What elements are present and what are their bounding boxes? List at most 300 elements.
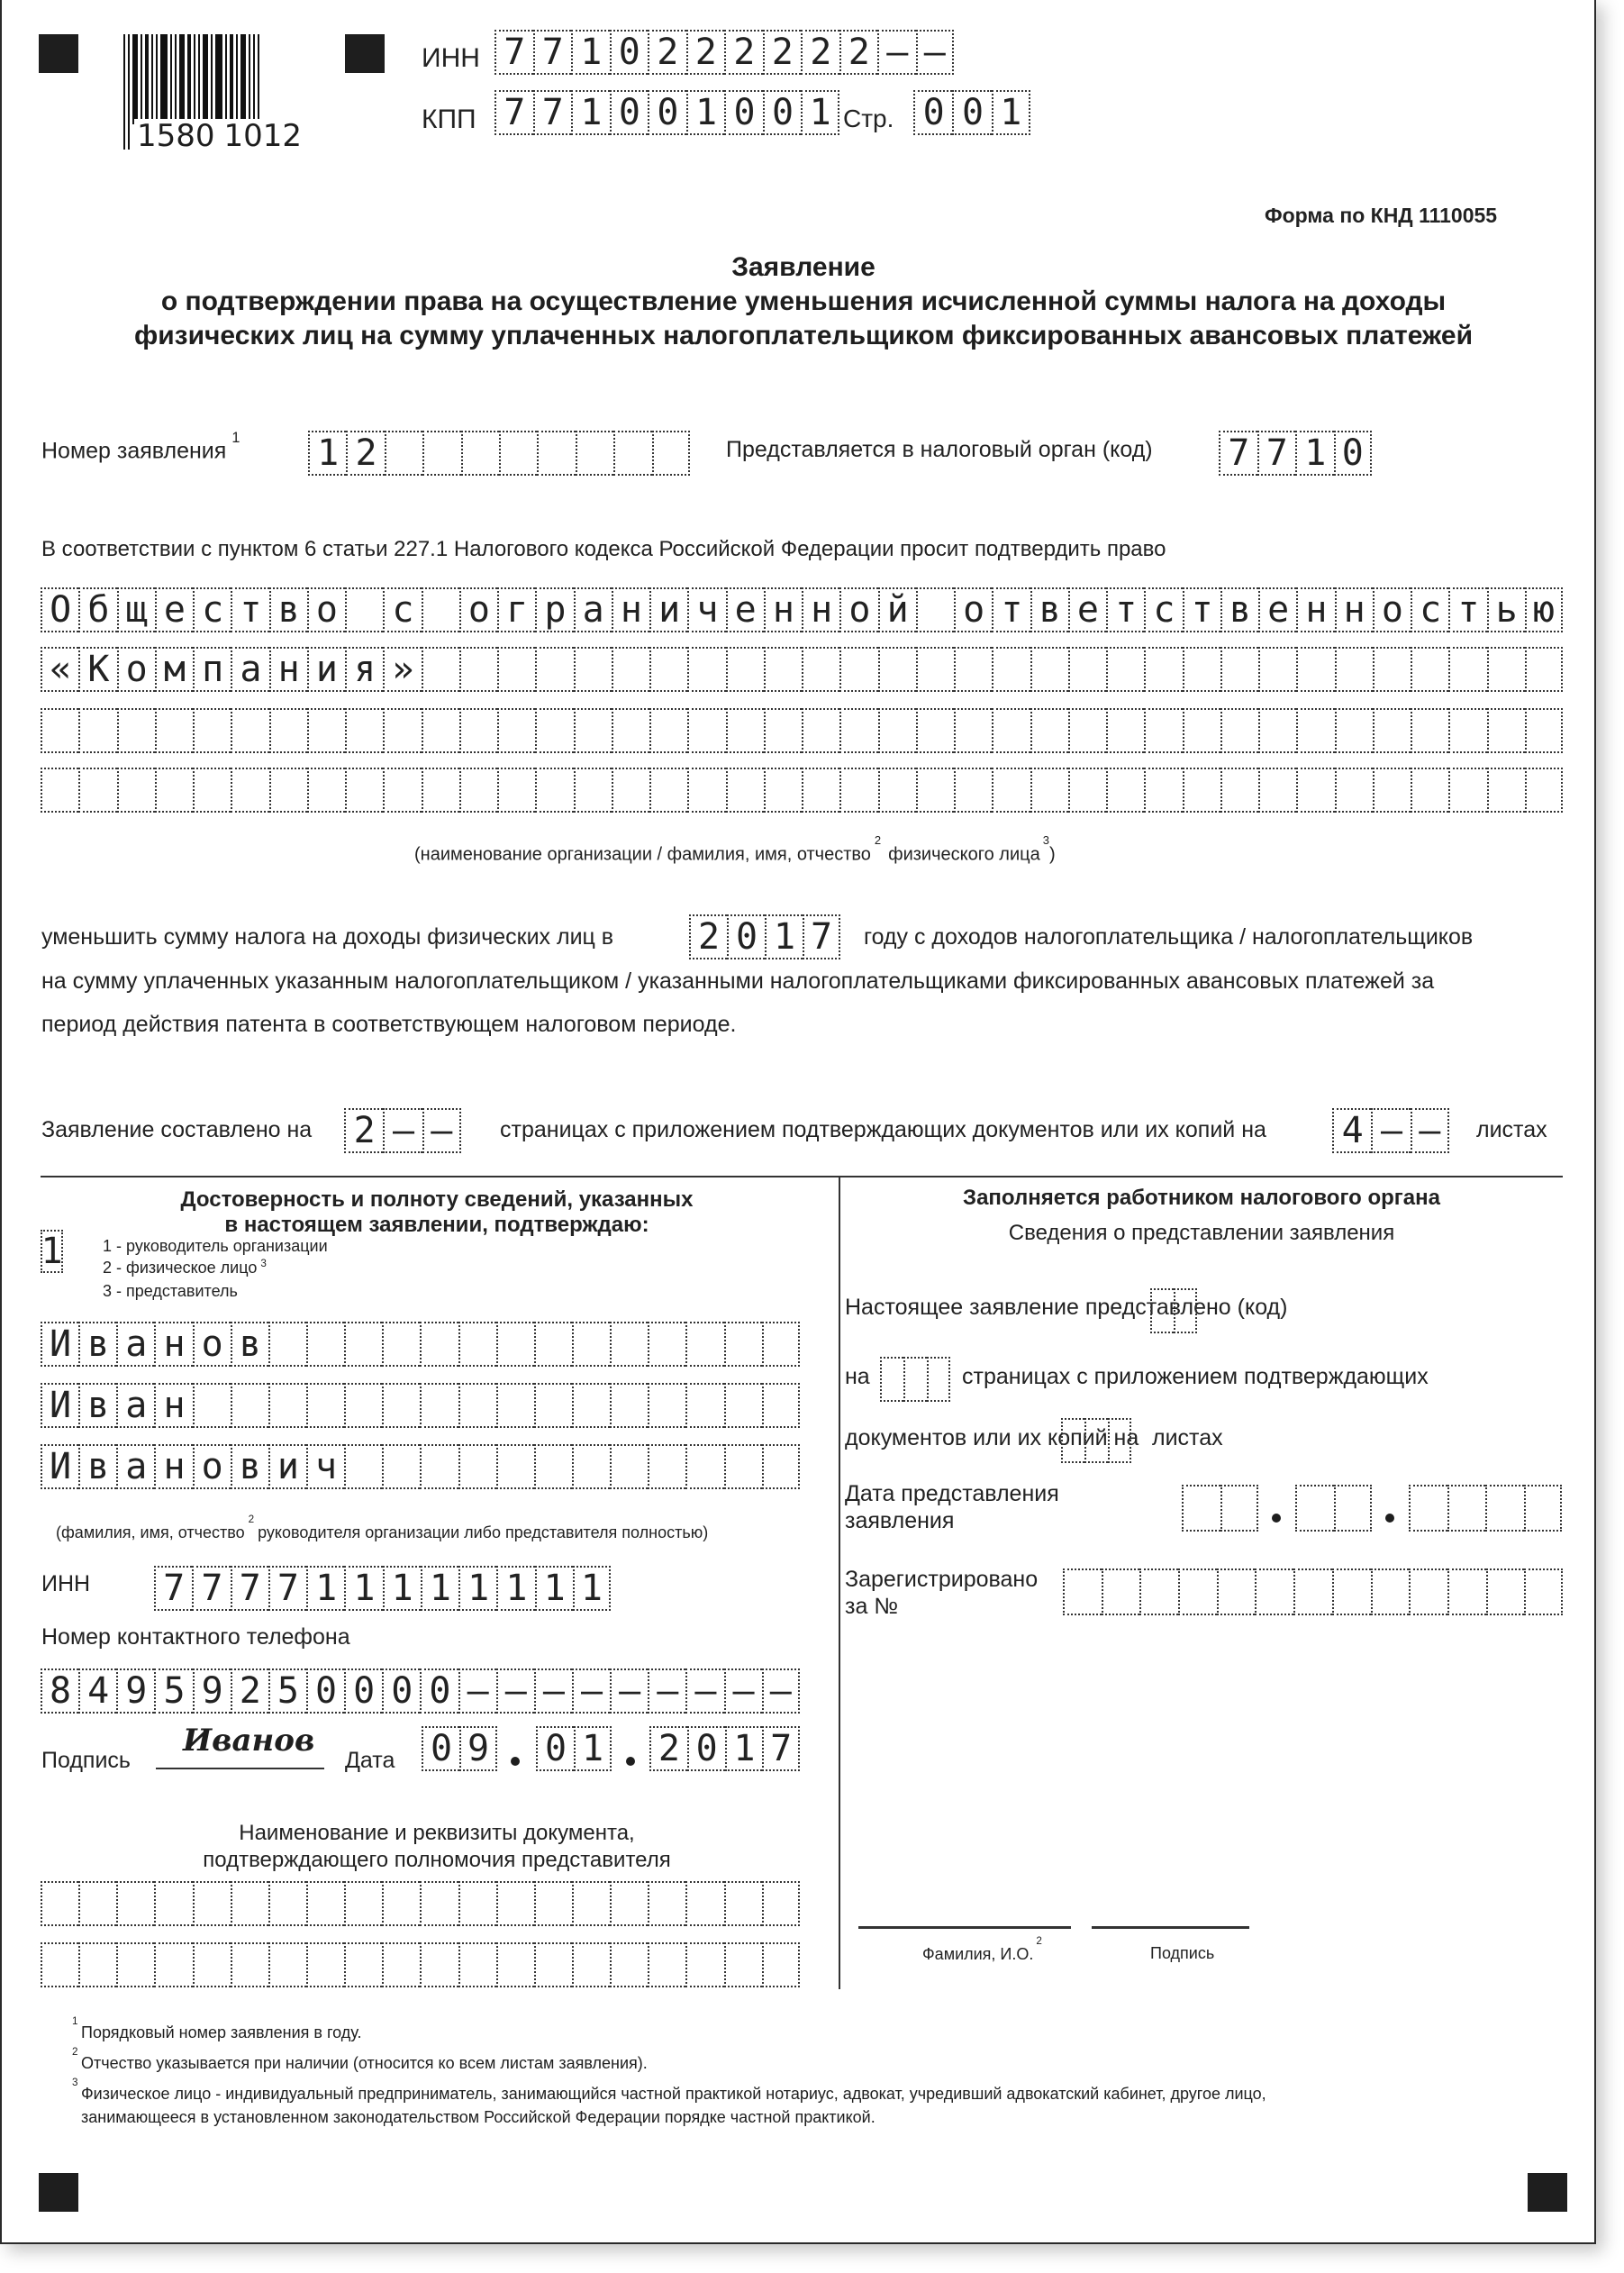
comb-cell bbox=[496, 1322, 534, 1367]
phone-label: Номер контактного телефона bbox=[41, 1624, 350, 1650]
comb-cell: 9 bbox=[193, 1668, 231, 1714]
comb-cell: с bbox=[1144, 587, 1182, 632]
comb-cell bbox=[724, 1942, 762, 1987]
signatory-type-option-2: 2 - физическое лицо $^3$ bbox=[103, 1258, 267, 1277]
comb-cell: с bbox=[1411, 587, 1448, 632]
comb-cell bbox=[231, 1942, 268, 1987]
barcode-bar bbox=[160, 34, 168, 124]
comb-cell bbox=[1525, 768, 1563, 813]
submission-date-year[interactable] bbox=[1409, 1485, 1562, 1532]
comb-cell bbox=[193, 1881, 231, 1926]
comb-cell: 1 bbox=[574, 1726, 612, 1771]
date-day-field[interactable] bbox=[422, 1726, 497, 1771]
comb-cell bbox=[927, 1357, 950, 1402]
comb-cell bbox=[41, 1942, 78, 1987]
comb-cell: и bbox=[268, 1444, 306, 1489]
comb-cell bbox=[1144, 768, 1182, 813]
barcode-bar bbox=[198, 34, 200, 124]
comb-cell bbox=[802, 708, 839, 753]
tax-office-pages-field[interactable] bbox=[880, 1357, 950, 1402]
signatory-inn-field[interactable] bbox=[154, 1566, 611, 1611]
comb-cell bbox=[344, 1322, 382, 1367]
comb-cell bbox=[954, 768, 992, 813]
header-inn-field[interactable] bbox=[494, 30, 954, 75]
tax-officer-name-line bbox=[858, 1926, 1071, 1929]
comb-cell bbox=[1182, 1485, 1220, 1532]
comb-cell bbox=[41, 768, 78, 813]
comb-cell: 7 bbox=[231, 1566, 268, 1611]
comb-cell bbox=[1296, 768, 1334, 813]
comb-cell bbox=[648, 1383, 685, 1428]
tax-officer-name-caption: Фамилия, И.О.$^2$ bbox=[922, 1935, 1042, 1963]
comb-cell bbox=[117, 768, 155, 813]
submission-date-sep-1 bbox=[1272, 1514, 1281, 1523]
header-page-label: Стр. bbox=[843, 105, 894, 132]
comb-cell bbox=[78, 768, 116, 813]
comb-cell bbox=[535, 708, 573, 753]
comb-cell bbox=[496, 1881, 534, 1926]
footnote-3: 3 Физическое лицо - индивидуальный предприниматель, занимающийся частной практикой нотариус, адвокат, учредивший адвокатский кабинет, другое лицо, занимающееся в установленном законодательством Российской Федерации порядке частной практикой. bbox=[72, 2077, 1266, 2126]
comb-cell: – bbox=[916, 30, 955, 75]
docs-label: документов или их копий на bbox=[845, 1425, 1139, 1450]
section-divider-vertical bbox=[839, 1176, 840, 1989]
attachments-label: страницах с приложением подтверждающих документов или их копий на bbox=[500, 1117, 1266, 1142]
comb-cell bbox=[268, 1942, 306, 1987]
reduce-text-line3: период действия патента в соответствующем налоговом периоде. bbox=[41, 1012, 737, 1037]
comb-cell bbox=[572, 1881, 610, 1926]
comb-cell bbox=[762, 1881, 800, 1926]
comb-cell bbox=[572, 1322, 610, 1367]
comb-cell bbox=[155, 708, 193, 753]
comb-cell bbox=[1332, 1568, 1371, 1615]
comb-cell bbox=[1220, 708, 1258, 753]
comb-cell bbox=[422, 647, 459, 692]
comb-cell: 1 bbox=[992, 90, 1030, 135]
comb-cell bbox=[458, 1942, 496, 1987]
comb-cell bbox=[41, 1881, 78, 1926]
comb-cell: 1 bbox=[725, 1726, 763, 1771]
comb-cell: е bbox=[1258, 587, 1296, 632]
comb-cell bbox=[764, 647, 802, 692]
org-name-row-2[interactable] bbox=[41, 647, 1563, 692]
comb-cell: 4 bbox=[1332, 1108, 1371, 1153]
header-kpp-field[interactable] bbox=[494, 90, 839, 135]
barcode-bar bbox=[211, 34, 213, 124]
signatory-first-name-field[interactable] bbox=[41, 1383, 800, 1428]
request-intro: В соответствии с пунктом 6 статьи 227.1 Налогового кодекса Российской Федерации просит подтвердить право bbox=[41, 537, 1166, 561]
rep-doc-row-2[interactable] bbox=[41, 1942, 800, 1987]
comb-cell bbox=[306, 1942, 344, 1987]
comb-cell bbox=[1411, 708, 1448, 753]
comb-cell: 0 bbox=[422, 1726, 459, 1771]
comb-cell: е bbox=[1068, 587, 1106, 632]
comb-cell: 1 bbox=[421, 1566, 458, 1611]
rep-doc-row-1[interactable] bbox=[41, 1881, 800, 1926]
comb-cell bbox=[648, 1881, 685, 1926]
comb-cell: ч bbox=[306, 1444, 344, 1489]
comb-cell: 2 bbox=[801, 30, 839, 75]
comb-cell: 7 bbox=[762, 1726, 800, 1771]
phone-field[interactable] bbox=[41, 1668, 800, 1714]
signatory-surname-field[interactable] bbox=[41, 1322, 800, 1367]
comb-cell bbox=[1144, 647, 1182, 692]
comb-cell bbox=[1296, 708, 1334, 753]
comb-cell bbox=[422, 708, 459, 753]
comb-cell: и bbox=[649, 587, 687, 632]
comb-cell bbox=[878, 647, 916, 692]
barcode-bar bbox=[151, 34, 153, 124]
comb-cell: И bbox=[41, 1383, 78, 1428]
comb-cell bbox=[762, 1383, 800, 1428]
comb-cell bbox=[382, 1942, 420, 1987]
comb-cell: 1 bbox=[571, 90, 610, 135]
comb-cell: е bbox=[726, 587, 764, 632]
comb-cell bbox=[1106, 708, 1144, 753]
barcode bbox=[123, 34, 304, 154]
comb-cell bbox=[839, 708, 877, 753]
comb-cell bbox=[685, 1444, 723, 1489]
comb-cell bbox=[422, 431, 460, 476]
comb-cell bbox=[1063, 1568, 1102, 1615]
comb-cell bbox=[535, 768, 573, 813]
comb-cell: 7 bbox=[268, 1566, 306, 1611]
comb-cell bbox=[648, 1942, 685, 1987]
comb-cell bbox=[649, 768, 687, 813]
comb-cell: — bbox=[1371, 1108, 1410, 1153]
comb-cell bbox=[78, 1881, 116, 1926]
section-divider-horizontal bbox=[41, 1176, 1563, 1177]
comb-cell bbox=[916, 768, 954, 813]
comb-cell: а bbox=[116, 1444, 154, 1489]
tax-office-sheets-label: листах bbox=[1152, 1425, 1223, 1450]
footnote-1: 1 Порядковый номер заявления в году. bbox=[72, 2015, 362, 2041]
comb-cell bbox=[345, 587, 383, 632]
comb-cell: 0 bbox=[1334, 431, 1373, 476]
submission-date-month[interactable] bbox=[1295, 1485, 1372, 1532]
barcode-bar bbox=[236, 34, 238, 124]
comb-cell: е bbox=[155, 587, 193, 632]
comb-cell bbox=[154, 1881, 192, 1926]
application-number-field[interactable] bbox=[308, 431, 690, 476]
comb-cell bbox=[724, 1383, 762, 1428]
comb-cell bbox=[1106, 647, 1144, 692]
registration-number-field[interactable] bbox=[1063, 1568, 1563, 1615]
comb-cell: 2 bbox=[231, 1668, 268, 1714]
comb-cell: о bbox=[193, 1322, 231, 1367]
comb-cell bbox=[1084, 1418, 1108, 1463]
comb-cell bbox=[534, 1383, 572, 1428]
comb-cell: 1 bbox=[308, 431, 346, 476]
comb-cell: н bbox=[802, 587, 839, 632]
comb-cell bbox=[231, 768, 268, 813]
comb-cell bbox=[231, 1383, 268, 1428]
comb-cell bbox=[383, 708, 421, 753]
header-inn-label: ИНН bbox=[422, 43, 480, 73]
comb-cell bbox=[383, 768, 421, 813]
comb-cell bbox=[1258, 647, 1296, 692]
comb-cell bbox=[992, 768, 1030, 813]
comb-cell bbox=[459, 768, 497, 813]
comb-cell: т bbox=[1183, 587, 1220, 632]
comb-cell bbox=[537, 431, 575, 476]
comb-cell bbox=[612, 647, 649, 692]
comb-cell bbox=[574, 768, 612, 813]
comb-cell: в bbox=[231, 1444, 268, 1489]
comb-cell bbox=[610, 1322, 648, 1367]
pages-count-field[interactable] bbox=[344, 1108, 461, 1153]
comb-cell: н bbox=[764, 587, 802, 632]
tax-authority-code-field[interactable] bbox=[1219, 431, 1372, 476]
comb-cell bbox=[385, 431, 422, 476]
comb-cell bbox=[1068, 768, 1106, 813]
comb-cell: о bbox=[954, 587, 992, 632]
comb-cell bbox=[420, 1322, 458, 1367]
comb-cell bbox=[1178, 1568, 1217, 1615]
comb-cell bbox=[193, 768, 231, 813]
comb-cell: о bbox=[459, 587, 497, 632]
barcode-bar bbox=[156, 34, 158, 124]
comb-cell bbox=[231, 1881, 268, 1926]
comb-cell: И bbox=[41, 1322, 78, 1367]
submission-date-label: Дата представления заявления bbox=[845, 1481, 1059, 1533]
comb-cell bbox=[117, 708, 155, 753]
comb-cell: г bbox=[497, 587, 535, 632]
comb-cell bbox=[459, 647, 497, 692]
comb-cell: 9 bbox=[116, 1668, 154, 1714]
comb-cell bbox=[610, 1444, 648, 1489]
comb-cell bbox=[649, 708, 687, 753]
comb-cell: 1 bbox=[383, 1566, 421, 1611]
comb-cell: 1 bbox=[765, 914, 803, 959]
header-kpp-label: КПП bbox=[422, 105, 476, 134]
comb-cell bbox=[685, 1881, 723, 1926]
sheets-label: листах bbox=[1476, 1117, 1547, 1142]
comb-cell bbox=[649, 647, 687, 692]
comb-cell: 7 bbox=[494, 30, 533, 75]
signatory-patronymic-field[interactable] bbox=[41, 1444, 800, 1489]
signature-value: Иванов bbox=[183, 1723, 315, 1759]
comb-cell bbox=[344, 1881, 382, 1926]
comb-cell bbox=[78, 1942, 116, 1987]
date-label: Дата bbox=[345, 1748, 395, 1773]
comb-cell bbox=[610, 1942, 648, 1987]
comb-cell: 1 bbox=[535, 1566, 573, 1611]
comb-cell: н bbox=[612, 587, 649, 632]
comb-cell bbox=[878, 708, 916, 753]
header-page-field[interactable] bbox=[913, 90, 1030, 135]
comb-cell bbox=[231, 708, 268, 753]
comb-cell bbox=[724, 1322, 762, 1367]
comb-cell: я bbox=[345, 647, 383, 692]
comb-cell: а bbox=[116, 1322, 154, 1367]
comb-cell bbox=[422, 587, 459, 632]
tax-office-subheading: Сведения о представлении заявления bbox=[1008, 1221, 1395, 1245]
barcode-bar bbox=[132, 34, 138, 124]
comb-cell bbox=[1068, 708, 1106, 753]
comb-cell: 1 bbox=[41, 1231, 63, 1272]
comb-cell bbox=[1487, 768, 1525, 813]
registration-marker-bottom-left bbox=[39, 2173, 78, 2212]
comb-cell: — bbox=[685, 1668, 723, 1714]
title-line-1: Заявление bbox=[731, 252, 876, 282]
comb-cell bbox=[345, 768, 383, 813]
comb-cell: а bbox=[116, 1383, 154, 1428]
org-name-row-4[interactable] bbox=[41, 768, 1563, 813]
comb-cell: 5 bbox=[268, 1668, 306, 1714]
comb-cell: 2 bbox=[686, 30, 725, 75]
comb-cell bbox=[1335, 708, 1373, 753]
comb-cell: р bbox=[535, 587, 573, 632]
comb-cell bbox=[802, 647, 839, 692]
comb-cell bbox=[916, 708, 954, 753]
comb-cell: И bbox=[41, 1444, 78, 1489]
signatory-type-option-3: 3 - представитель bbox=[103, 1282, 238, 1300]
comb-cell bbox=[155, 768, 193, 813]
barcode-bar bbox=[175, 34, 177, 124]
registration-marker-top-left bbox=[39, 34, 78, 73]
date-year-field[interactable] bbox=[649, 1726, 800, 1771]
barcode-number-left: 1580 bbox=[137, 118, 215, 154]
comb-cell bbox=[307, 708, 345, 753]
submitted-code-field[interactable] bbox=[1150, 1288, 1197, 1333]
comb-cell: 0 bbox=[610, 90, 649, 135]
comb-cell bbox=[306, 1383, 344, 1428]
comb-cell: 1 bbox=[801, 90, 839, 135]
comb-cell: — bbox=[422, 1108, 461, 1153]
signatory-heading: Достоверность и полноту сведений, указанных в настоящем заявлении, подтверждаю: bbox=[180, 1187, 694, 1237]
comb-cell: 7 bbox=[1257, 431, 1296, 476]
submission-date-day[interactable] bbox=[1182, 1485, 1258, 1532]
comb-cell: н bbox=[1296, 587, 1334, 632]
comb-cell bbox=[726, 708, 764, 753]
comb-cell bbox=[576, 431, 613, 476]
comb-cell: 7 bbox=[533, 90, 572, 135]
comb-cell bbox=[1144, 708, 1182, 753]
comb-cell bbox=[802, 768, 839, 813]
comb-cell: 2 bbox=[839, 30, 878, 75]
comb-cell: 1 bbox=[458, 1566, 496, 1611]
org-name-row-1[interactable] bbox=[41, 587, 1563, 632]
comb-cell bbox=[1217, 1568, 1256, 1615]
comb-cell bbox=[1448, 647, 1486, 692]
comb-cell: б bbox=[78, 587, 116, 632]
signatory-type-field[interactable] bbox=[41, 1230, 63, 1273]
comb-cell bbox=[1525, 708, 1563, 753]
barcode-bar bbox=[141, 34, 142, 124]
comb-cell bbox=[612, 768, 649, 813]
tax-office-sheets-field[interactable] bbox=[1061, 1418, 1131, 1463]
comb-cell bbox=[1183, 768, 1220, 813]
comb-cell bbox=[839, 768, 877, 813]
comb-cell bbox=[839, 647, 877, 692]
comb-cell bbox=[1258, 708, 1296, 753]
comb-cell bbox=[1174, 1288, 1197, 1333]
comb-cell bbox=[382, 1322, 420, 1367]
comb-cell bbox=[1448, 768, 1486, 813]
comb-cell: в bbox=[269, 587, 307, 632]
comb-cell bbox=[1335, 647, 1373, 692]
comb-cell bbox=[1525, 647, 1563, 692]
comb-cell bbox=[726, 768, 764, 813]
signature-field[interactable] bbox=[156, 1723, 324, 1769]
signature-label: Подпись bbox=[41, 1748, 131, 1773]
comb-cell: 0 bbox=[727, 914, 765, 959]
comb-cell bbox=[685, 1322, 723, 1367]
comb-cell bbox=[572, 1383, 610, 1428]
comb-cell bbox=[880, 1357, 903, 1402]
comb-cell: 2 bbox=[344, 1108, 383, 1153]
org-name-row-3[interactable] bbox=[41, 708, 1563, 753]
comb-cell bbox=[685, 1942, 723, 1987]
comb-cell bbox=[954, 708, 992, 753]
barcode-bar bbox=[249, 34, 250, 124]
comb-cell bbox=[534, 1881, 572, 1926]
comb-cell bbox=[497, 647, 535, 692]
barcode-bar bbox=[215, 34, 222, 124]
sheets-count-field[interactable] bbox=[1332, 1108, 1449, 1153]
comb-cell bbox=[535, 647, 573, 692]
comb-cell bbox=[382, 1444, 420, 1489]
comb-cell bbox=[612, 708, 649, 753]
comb-cell bbox=[916, 587, 954, 632]
comb-cell: в bbox=[78, 1444, 116, 1489]
tax-year-field[interactable] bbox=[689, 914, 840, 959]
comb-cell: — bbox=[610, 1668, 648, 1714]
date-month-field[interactable] bbox=[536, 1726, 612, 1771]
comb-cell bbox=[1108, 1418, 1131, 1463]
barcode-bar bbox=[123, 34, 125, 150]
comb-cell bbox=[1486, 1568, 1525, 1615]
application-number-label: Номер заявления$^1$ bbox=[41, 430, 240, 464]
footnotes bbox=[72, 2015, 1266, 2127]
comb-cell: ю bbox=[1525, 587, 1563, 632]
comb-cell bbox=[726, 647, 764, 692]
comb-cell bbox=[762, 1942, 800, 1987]
comb-cell bbox=[459, 708, 497, 753]
tax-office-heading: Заполняется работником налогового органа bbox=[963, 1186, 1440, 1210]
comb-cell: о bbox=[1373, 587, 1411, 632]
comb-cell bbox=[574, 708, 612, 753]
comb-cell bbox=[268, 1383, 306, 1428]
comb-cell: — bbox=[458, 1668, 496, 1714]
comb-cell: 0 bbox=[724, 90, 763, 135]
reduce-text-b: году с доходов налогоплательщика / налогоплательщиков bbox=[864, 924, 1474, 950]
comb-cell bbox=[1334, 1485, 1373, 1532]
comb-cell: 0 bbox=[913, 90, 952, 135]
comb-cell bbox=[458, 1881, 496, 1926]
comb-cell: — bbox=[762, 1668, 800, 1714]
comb-cell bbox=[687, 708, 725, 753]
comb-cell bbox=[1448, 708, 1486, 753]
comb-cell: 7 bbox=[494, 90, 533, 135]
comb-cell bbox=[496, 1942, 534, 1987]
comb-cell bbox=[1409, 1568, 1447, 1615]
comb-cell bbox=[1061, 1418, 1084, 1463]
comb-cell bbox=[648, 1444, 685, 1489]
comb-cell: 9 bbox=[459, 1726, 497, 1771]
comb-cell: — bbox=[534, 1668, 572, 1714]
comb-cell bbox=[193, 708, 231, 753]
comb-cell: н bbox=[1335, 587, 1373, 632]
comb-cell bbox=[116, 1942, 154, 1987]
comb-cell bbox=[1150, 1288, 1174, 1333]
comb-cell bbox=[1373, 768, 1411, 813]
comb-cell: 2 bbox=[649, 1726, 687, 1771]
comb-cell: 7 bbox=[1219, 431, 1257, 476]
comb-cell bbox=[687, 647, 725, 692]
reduce-text-line2: на сумму уплаченных указанным налогоплательщиком / указанными налогоплательщиками фиксированных авансовых платежей за bbox=[41, 968, 1435, 994]
page-title bbox=[56, 250, 1551, 353]
